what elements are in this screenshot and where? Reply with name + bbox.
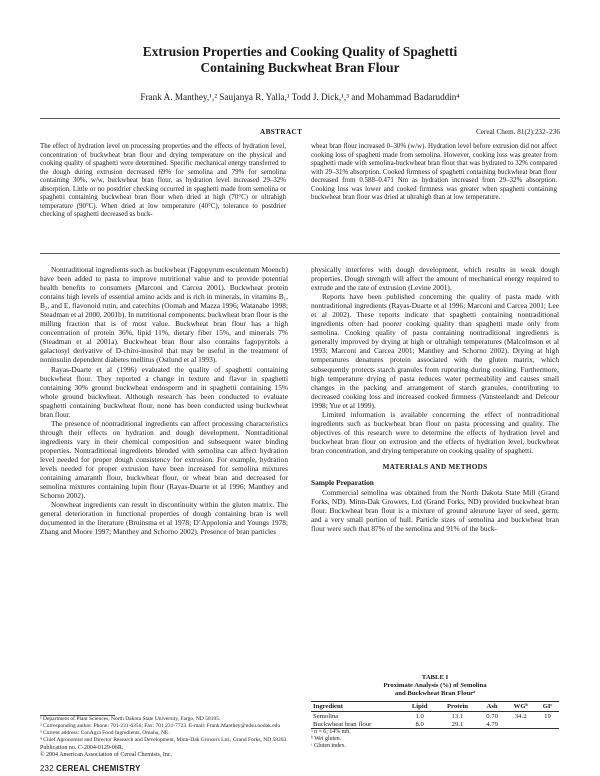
copyright: © 2004 American Association of Cereal Chemists, Inc. <box>40 752 173 758</box>
title-line-1: Extrusion Properties and Cooking Quality of Spaghetti <box>142 44 458 59</box>
cell: 1.0 <box>415 712 424 720</box>
header-protein: Protein <box>436 702 478 712</box>
intro-paragraph-4: Nonwheat ingredients can result in discontinuity within the gluten matrix. The general deterioration in functional properties of dough containing bran is well documented in the literature (Bruinsma et al 1978; D’Appolonia and Youngs 1978; Zhang and Moore 1997; Manthey and Schorno 2002). Presence of bran particles <box>40 500 288 537</box>
cell: 19 <box>544 712 551 720</box>
intro-paragraph-1: Nontraditional ingredients such as buckwheat (Fagopyrum esculentum Moench) have been added to pasta to improve nutritional value and to provide potential health benefits to consumers (Marconi and Carcea 2001). Buckwheat protein contains high levels of essential amino acids and is rich in minerals, in vitamins B₁, B₂, and E, flavonoid rutin, and catechins (Oomah and Mazza 1996; Watanabe 1998; Steadman et al 2000, 2001b). In nutritional components, buckwheat bran flour is the milling fraction that is of most value. Buckwheat bran flour has a high concentration of protein 36%, lipid 11%, dietary fiber 15%, and minerals 7% (Steadman et al 2001a). Buckwheat bran flour also contains fagopyritols a galactosyl derivative of D-chiro-inositol that may be useful in the treatment of noninsulin dependent diabetes mellitus (Ostlund et al 1993). <box>40 265 288 365</box>
intro-paragraph-6: Reports have been published concerning the quality of pasta made with nontraditional ingredients (Rayas-Duarte et al 1996; Marconi and Carcea 2001; Lee et al 2002). These reports indicate that spaghetti containing nontraditional ingredients often had poorer cooking quality than spaghetti made only from semolina. Cooking quality of pasta containing nontraditional ingredients is generally improved by drying at high or ultrahigh temperatures (Malcolmson et al 1993; Marconi and Carcea 2001; Manthey and Schorno 2002). Drying at high temperatures denatures protein associated with the gluten matrix, which subsequently protects starch granules from rupturing during cooking. Furthermore, high temperature drying of pasta reduces water permeability and causes small changes in the packing and arrangement of starch granules, contributing to decreased cooking loss and increased cooked firmness (Vansteelandt and Delcour 1998; Yue et al 1999). <box>311 292 559 410</box>
table-row <box>311 720 559 729</box>
cell: 0.70 <box>486 712 498 720</box>
intro-paragraph-5: physically interferes with dough development, which results in weak dough properties. Dough strength will affect the amount of mechanical energy required to extrude and the rate of extrusion (Levine 2001). <box>311 265 559 293</box>
header-wet-gluten: WGᵇ <box>505 702 536 712</box>
table-note-b: ᵇ Wet gluten. <box>311 736 342 742</box>
table-row <box>311 712 559 721</box>
cell: Semolina <box>313 712 339 720</box>
author-list: Frank A. Manthey,¹,² Saujanya R. Yalla,¹ Todd J. Dick,¹,³ and Mohammad Badaruddin⁴ <box>140 92 460 102</box>
table-caption-line-1: Proximate Analysis (%) of Semolina <box>383 682 487 689</box>
abstract-right-column: wheat bran flour increased 0–30% (w/w). Hydration level before extrusion did not affect cooking loss of spaghetti made from semolina. However, cooking loss was greater from spaghetti made with semolina-buckwheat bran flour that was hydrated to 32% compared with 29–31% absorption. Cooked firmness of spaghetti containing buckwheat bran flour decreased from 0.588–0.471 Nm as hydration increased from 29–32% absorption. Cooking loss was lower and cooked firmness was greater when spaghetti containing buckwheat bran flour was dried at ultrahigh than at low temperature. <box>311 143 557 202</box>
paper-title <box>60 44 540 76</box>
abstract-left-column: The effect of hydration level on processing properties and the effects of hydration level, concentration of buckwheat bran flour and drying temperature on the physical and cooking quality of spaghetti were determined. Specific mechanical energy transferred to the dough during extrusion decreased 69% for semolina and 79% for semolina containing 30%, w/w, buckwheat bran flour, as hydration level increased 29–32% absorption. Little or no postdrier checking occurred in spaghetti made from semolina or spaghetti containing buckwheat bran flour when dried at high (70°C) or ultrahigh temperature (90°C). When dried at low temperature (40°C), tolerance to postdrier checking of spaghetti decreased as buck- <box>40 143 286 219</box>
abstract-heading: ABSTRACT <box>260 128 303 136</box>
header-lipid: Lipid <box>403 702 436 712</box>
table-caption-line-2: and Buckwheat Bran Flourᵃ <box>394 690 476 697</box>
page-footer <box>40 764 141 773</box>
header-ash: Ash <box>479 702 506 712</box>
title-line-2: Containing Buckwheat Bran Flour <box>200 60 400 75</box>
body-left-column <box>40 265 288 536</box>
sample-prep-subheading: Sample Preparation <box>311 478 374 488</box>
intro-paragraph-7: Limited information is available concerning the effect of nontraditional ingredients such as buckwheat bran flour on pasta processing and quality. The objectives of this research were to determine the effects of hydration level and buckwheat bran flour on extrusion and the effects of hydration level, buckwheat bran concentration, and drying temperature on cooking quality of spaghetti. <box>311 409 559 455</box>
publication-number: Publication no. C-2004-0129-06R. <box>40 745 124 751</box>
header-gluten-index: GIᶜ <box>536 702 559 712</box>
cell <box>536 720 559 729</box>
page-number: 232 <box>40 764 54 773</box>
header-divider <box>40 118 560 119</box>
cell: 34.2 <box>514 712 527 720</box>
table-1 <box>311 674 559 750</box>
cell: 4.79 <box>479 720 506 729</box>
intro-paragraph-2: Rayas-Duarte et al (1996) evaluated the quality of spaghetti containing buckwheat flour. They reported a change in texture and flavor in spaghetti containing 30% ground buckwheat endosperm and in spaghetti containing 15% whole ground buckwheat. Although research has been conducted to evaluate spaghetti containing buckwheat flour, none has been conducted using buckwheat bran flour. <box>40 364 288 419</box>
cell <box>505 720 536 729</box>
table-note-c: ᶜ Gluten index. <box>311 743 347 749</box>
cell: 8.0 <box>403 720 436 729</box>
header-ingredient: Ingredient <box>311 702 403 712</box>
footnote-4: ⁴ Chief Agronomist and Director Research and Development, Minn-Dak Growers Ltd., Grand Forks, ND 58203. <box>40 737 288 743</box>
footnote-2: ² Corresponding author. Phone: 701-231-6356; Fax: 701 231-7723. E-mail: Frank.Manthey@ndsu.nodak.edu <box>40 723 281 729</box>
methods-heading: MATERIALS AND METHODS <box>382 462 488 471</box>
cell: 29.1 <box>436 720 478 729</box>
affiliation-footnotes <box>40 716 290 744</box>
abstract-divider <box>40 253 560 254</box>
table-header-row <box>311 702 559 712</box>
table-label: TABLE I <box>421 674 449 681</box>
journal-citation: Cereal Chem. 81(2):232–236 <box>475 128 560 136</box>
cell: Buckwheat bran flour <box>311 720 403 729</box>
methods-paragraph-1: Commercial semolina was obtained from the North Dakota State Mill (Grand Forks, ND). Minn-Dak Growers, Ltd (Grand Forks, ND) provided buckwheat bran flour. Buckwheat bran flour is a mixture of ground aleurone layer of seed, germ, and a very small portion of hull. Particle sizes of semolina and buckwheat bran flour were such that 87% of the semolina and 91% of the buck- <box>311 488 559 534</box>
cell: 13.1 <box>451 712 464 720</box>
footnote-3: ³ Current address: ConAgra Food Ingredients, Omaha, NE. <box>40 730 170 736</box>
proximate-analysis-table <box>311 701 559 729</box>
footnote-1: ¹ Department of Plant Sciences, North Dakota State University, Fargo, ND 58105. <box>40 716 221 722</box>
table-note-a: ᵃ n = 6; 14% mb. <box>311 729 351 735</box>
intro-paragraph-3: The presence of nontraditional ingredients can affect processing characteristics through their effects on hydration and dough development. Nontraditional ingredients vary in their chemical composition and subsequent water binding properties. Nontraditional ingredients blended with semolina can affect hydration level needed for proper dough consistency for extrusion. For example, hydration levels needed for proper extrusion have been increased for semolina mixtures containing amaranth flour, buckwheat flour, or wheat bran and decreased for semolina mixtures containing lupin flour (Rayas-Duarte et al 1996; Manthey and Schorno 2002). <box>40 418 288 501</box>
body-right-column <box>311 265 559 533</box>
publication-info <box>40 745 172 759</box>
journal-name: CEREAL CHEMISTRY <box>56 764 141 773</box>
